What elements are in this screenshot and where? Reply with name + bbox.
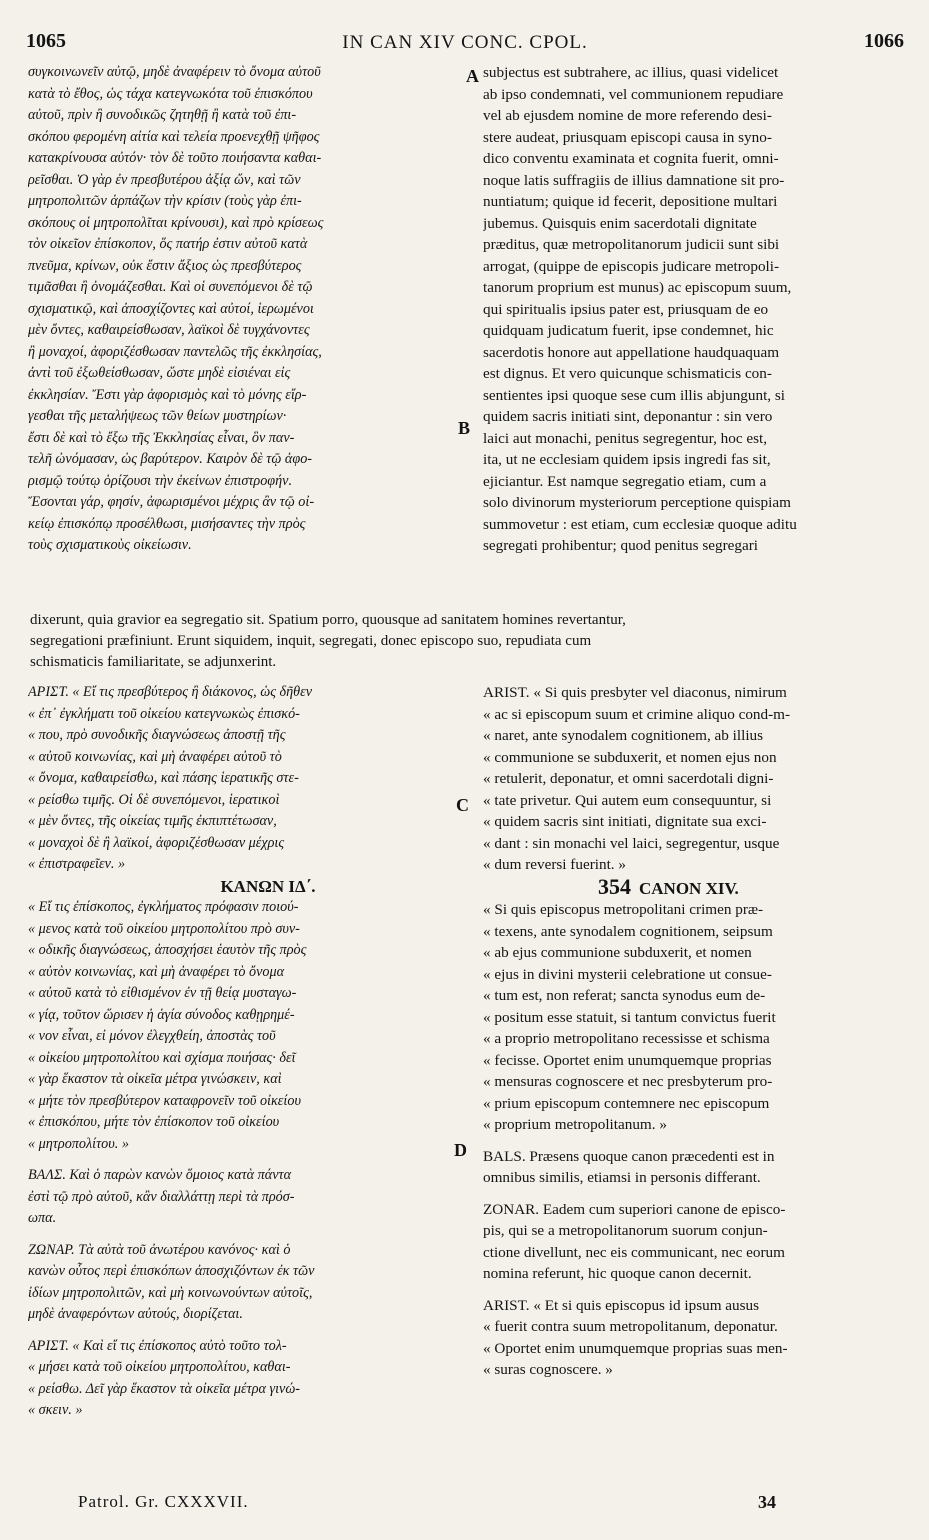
text-line: ΑΡΙΣΤ. « Καὶ εἴ τις ἐπίσκοπος αὐτὸ τοῦτο τολ- xyxy=(28,1337,287,1354)
text-line: « ἐπιστραφεῖεν. » xyxy=(28,856,126,872)
text-line: « οδικῆς διαγνώσεως, ἀποσχήσει ἑαυτὸν τῆς πρὸς xyxy=(28,942,307,958)
text-line: « ρείσθω. Δεῖ γὰρ ἕκαστον τὰ οἰκεῖα μέτρα γινώ- xyxy=(28,1380,300,1397)
margin-letter-c: C xyxy=(456,795,469,815)
text-line: est dignus. Et vero quicunque schismaticis con- xyxy=(483,365,772,382)
text-line: ARIST. « Si quis presbyter vel diaconus, nimirum xyxy=(483,684,787,701)
text-line: « Εἴ τις ἐπίσκοπος, ἐγκλήματος πρόφασιν ποιού- xyxy=(28,899,299,915)
text-line: σχισματικῷ, καὶ ἀποσχίζοντες καὶ αὐτοί, ἱερωμένοι xyxy=(28,300,314,317)
text-line: « Oportet enim unumquemque proprias suas men- xyxy=(483,1339,788,1357)
text-line: omnibus similis, etiamsi in personis differant. xyxy=(483,1169,761,1186)
text-line: κατὰ τὸ ἔθος, ὡς τάχα κατεγνωκότα τοῦ ἐπισκόπου xyxy=(28,85,313,102)
text-line: « μοναχοὶ δὲ ἢ λαϊκοί, ἀφοριζέσθωσαν μέχρις xyxy=(28,834,285,851)
text-line: quidem sacris initiati sint, deponantur : sin vero xyxy=(483,408,773,425)
text-line: « μήσει κατὰ τοῦ οἰκείου μητροπολίτου, καθαι- xyxy=(28,1359,291,1375)
canon-heading-text: CANON XIV. xyxy=(639,878,739,898)
text-line: tanorum proprium est munus) ac episcopum suum, xyxy=(483,279,792,296)
text-line: ZONAR. Eadem cum superiori canone de episco- xyxy=(483,1200,786,1218)
text-line: nuntiatum; quique id fecerit, depositione multari xyxy=(483,193,778,210)
text-line: « σκειν. » xyxy=(28,1402,83,1418)
running-header xyxy=(26,30,904,60)
text-line: « ἐπ᾽ ἐγκλήματι τοῦ οἰκείου κατεγνωκὼς ἐπισκό- xyxy=(28,705,300,722)
text-line: « a proprio metropolitano recessisse et schisma xyxy=(483,1030,770,1047)
text-line: « ac si episcopum suum et crimine aliquo cond-m- xyxy=(483,705,791,723)
text-line: quidquam judicatum fuerit, ipse condemnet, hic xyxy=(483,322,774,339)
text-line: ab ipso condemnati, vel communionem repudiare xyxy=(483,85,784,103)
text-line: « proprium metropolitanum. » xyxy=(483,1116,667,1133)
right-page-number: 1066 xyxy=(864,30,904,52)
text-line: « μενος κατὰ τοῦ οἰκείου μητροπολίτου πρὸ συν- xyxy=(28,920,300,937)
text-line: nomina referunt, hic quoque canon decernit. xyxy=(483,1265,752,1282)
margin-letter-d: D xyxy=(454,1140,467,1160)
text-line: ΑΡΙΣΤ. « Εἴ τις πρεσβύτερος ἢ διάκονος, ὡς δῆθεν xyxy=(28,684,313,700)
text-line: ρεῖσθαι. Ὁ γὰρ ἐν πρεσβυτέρου ἀξίᾳ ὤν, καὶ τῶν xyxy=(28,171,301,188)
canon-heading: ΚΑΝΩΝ ΙΔ΄. xyxy=(220,876,316,896)
text-line: ἐστὶ τῷ πρὸ αὐτοῦ, κἂν διαλλάττῃ περὶ τὰ πρόσ- xyxy=(28,1188,295,1205)
text-line: « ρείσθω τιμῆς. Οἱ δὲ συνεπόμενοι, ἱερατικοὶ xyxy=(28,791,280,808)
text-line: ἀντὶ τοῦ ἐξωθείσθωσαν, ὥστε μηδὲ εἰσιέναι εἰς xyxy=(28,365,291,381)
text-line: ejiciantur. Est namque segregatio etiam, cum a xyxy=(483,472,767,490)
text-line: ita, ut ne ecclesiam quidem ipsis ingredi fas sit, xyxy=(483,451,771,468)
running-title: IN CAN XIV CONC. CPOL. xyxy=(342,32,588,53)
signature-number: 34 xyxy=(758,1492,776,1512)
text-line: μητροπολιτῶν ἁρπάζων τὴν κρίσιν (τοὺς γὰρ ἐπι- xyxy=(28,193,302,209)
text-line: « tate privetur. Qui autem eum consequuntur, si xyxy=(483,791,772,809)
text-line: « γίᾳ, τοῦτον ὥρισεν ἡ ἁγία σύνοδος καθῃρημέ- xyxy=(28,1006,295,1023)
text-line: « mensuras cognoscere et nec presbyterum pro- xyxy=(483,1073,773,1090)
text-line: « αὐτοῦ κατὰ τὸ εἰθισμένον ἐν τῇ θείᾳ μυσταγω- xyxy=(28,985,297,1001)
text-line: præditus, quæ metropolitanorum judicii sunt sibi xyxy=(483,236,780,253)
text-line: subjectus est subtrahere, ac illius, quasi videlicet xyxy=(483,64,779,81)
text-line: « γὰρ ἕκαστον τὰ οἰκεῖα μέτρα γινώσκειν, καὶ xyxy=(28,1071,282,1087)
full-width-paragraph xyxy=(30,610,900,673)
text-line: τοὺς σχισματικοὺς οἰκείωσιν. xyxy=(28,537,192,553)
margin-letter-b: B xyxy=(458,418,471,438)
text-line: ρισμῷ τούτῳ ὁρίζουσι τὴν ἐκείνων ἐπιστροφήν. xyxy=(28,472,293,489)
greek-column-top xyxy=(28,62,471,557)
text-line: BALS. Præsens quoque canon præcedenti est in xyxy=(483,1147,775,1165)
text-line: μηδὲ ἀναφερόντων αὐτούς, διορίζεται. xyxy=(28,1306,243,1322)
text-line: stere audeat, priusquam episcopi causa in syno- xyxy=(483,128,772,146)
text-line: « retulerit, deponatur, et omni sacerdotali digni- xyxy=(483,770,774,787)
text-line: « μὲν ὄντες, τῆς οἰκείας τιμῆς ἐκπιπτέτωσαν, xyxy=(28,813,277,829)
text-line: ἔστι δὲ καὶ τὸ ἔξω τῆς Ἐκκλησίας εἶναι, ὃν παν- xyxy=(28,429,295,446)
latin-column-bottom xyxy=(483,682,893,1381)
text-line: « prium episcopum contemnere nec episcopum xyxy=(483,1094,770,1112)
text-line: noque latis suffragiis de illius damnatione sit pro- xyxy=(483,171,785,189)
text-line: « που, πρὸ συνοδικῆς διαγνώσεως ἀποστῇ τῆς xyxy=(28,727,286,743)
text-line: qui spiritualis ipsius pater est, priusquam de eo xyxy=(483,300,769,318)
text-line: « quidem sacris sint initiati, dignitate sua exci- xyxy=(483,813,767,830)
text-line: ἐκκλησίαν. Ἔστι γὰρ ἀφορισμὸς καὶ τὸ μόνης εἴρ- xyxy=(28,386,307,403)
text-line: « texens, ante synodalem cognitionem, seipsum xyxy=(483,922,773,940)
text-line: schismaticis familiaritate, se adjunxerint. xyxy=(30,654,277,670)
text-line: Ἔσονται γάρ, φησίν, ἀφωρισμένοι μέχρις ἂν τῷ οἰ- xyxy=(28,494,315,510)
patrologia-volume: Patrol. Gr. CXXXVII. xyxy=(78,1492,249,1511)
text-line: αὐτοῦ, πρὶν ἢ συνοδικῶς ζητηθῇ ἢ κατὰ τοῦ ἐπι- xyxy=(28,107,297,123)
text-line: ctione divellunt, nec eis communicant, nec eorum xyxy=(483,1243,785,1261)
text-line: laici aut monachi, penitus segregentur, hoc est, xyxy=(483,429,768,447)
text-line: « Si quis episcopus metropolitani crimen præ- xyxy=(483,901,764,918)
text-line: « suras cognoscere. » xyxy=(483,1361,613,1378)
text-line: segregati prohibentur; quod penitus segregari xyxy=(483,537,758,554)
text-line: ΒΑΛΣ. Καὶ ὁ παρὼν κανὼν ὅμοιος κατὰ πάντα xyxy=(28,1167,292,1183)
text-line: « ἐπισκόπου, μήτε τὸν ἐπίσκοπον τοῦ οἰκείου xyxy=(28,1114,280,1130)
text-line: γεσθαι τῆς μεταλήψεως τῶν θείων μυστηρίων· xyxy=(28,408,287,424)
text-line: « fecisse. Oportet enim unumquemque proprias xyxy=(483,1051,772,1069)
text-line: dixerunt, quia gravior ea segregatio sit. Spatium porro, quousque ad sanitatem homines revertantur, xyxy=(30,612,626,628)
text-line: σκόπους οἱ μητροπολῖται κρίνουσι), καὶ πρὸ κρίσεως xyxy=(28,214,324,231)
text-line: « tum est, non referat; sancta synodus eum de- xyxy=(483,987,766,1004)
greek-column-bottom xyxy=(28,682,468,1422)
left-page-number: 1065 xyxy=(26,30,66,52)
text-line: μὲν ὄντες, καθαιρείσθωσαν, λαϊκοὶ δὲ τυγχάνοντες xyxy=(28,322,310,338)
text-line: ΖΩΝΑΡ. Τὰ αὐτὰ τοῦ ἀνωτέρου κανόνος· καὶ ὁ xyxy=(28,1241,291,1258)
text-line: « dant : sin monachi vel laici, segregentur, usque xyxy=(483,834,780,852)
text-line: « νον εἶναι, εἰ μόνον ἐλεγχθείη, ἀποστὰς τοῦ xyxy=(28,1028,276,1044)
text-line: « μήτε τὸν πρεσβύτερον καταφρονεῖν τοῦ οἰκείου xyxy=(28,1092,301,1109)
text-line: « ejus in divini mysterii celebratione ut consue- xyxy=(483,965,772,983)
text-line: κατακρίνουσα αὐτόν· τὸν δὲ τοῦτο ποιήσαντα καθαι- xyxy=(28,150,322,166)
text-line: τελῆ ὠνόμασαν, ὡς βαρύτερον. Καιρὸν δὲ τῷ ἀφο- xyxy=(28,451,313,467)
text-line: « dum reversi fuerint. » xyxy=(483,856,626,873)
text-line: σκόπου φερομένη αἰτία καὶ τελεία προενεχθῇ ψῆφος xyxy=(28,128,320,145)
text-line: ARIST. « Et si quis episcopus id ipsum ausus xyxy=(483,1296,760,1314)
text-line: ἢ μοναχοί, ἀφοριζέσθωσαν παντελῶς τῆς ἐκκλησίας, xyxy=(28,343,322,360)
latin-column-top xyxy=(483,62,893,557)
text-line: τὸν οἰκεῖον ἐπίσκοπον, ὅς πατήρ ἐστιν αὐτοῦ κατὰ xyxy=(28,236,308,252)
text-line: summovetur : est etiam, cum ecclesiæ quoque aditu xyxy=(483,515,797,533)
text-line: τιμᾶσθαι ἢ ὀνομάζεσθαι. Καὶ οἱ συνεπόμενοι δὲ τῷ xyxy=(28,279,313,295)
text-line: κανὼν οὗτος περὶ ἐπισκόπων ἀποσχιζόντων ἐκ τῶν xyxy=(28,1263,315,1279)
text-line: jubemus. Quisquis enim sacerdotali dignitate xyxy=(483,214,757,232)
text-line: solo divinorum mysteriorum perceptione quispiam xyxy=(483,494,791,511)
text-line: « μητροπολίτου. » xyxy=(28,1135,129,1152)
text-line: κείῳ ἐπισκόπῳ προσέλθωσι, μισήσαντες τὴν πρὸς xyxy=(28,515,306,532)
canon-heading xyxy=(483,876,893,900)
text-line: « οἰκείου μητροπολίτου καὶ σχίσμα ποιήσας· δεῖ xyxy=(28,1049,296,1066)
margin-letter-a: A xyxy=(466,66,479,86)
text-line: « fuerit contra suum metropolitanum, deponatur. xyxy=(483,1318,778,1335)
text-line: ωπα. xyxy=(28,1210,57,1226)
text-line: πνεῦμα, κρίνων, οὐκ ἔστιν ἄξιος ὡς πρεσβύτερος xyxy=(28,257,302,274)
text-line: « positum esse statuit, si tantum convictus fuerit xyxy=(483,1008,776,1026)
text-line: dico conventu examinata et cognita fuerit, omni- xyxy=(483,150,779,167)
text-line: « communione se subduxerit, et nomen ejus non xyxy=(483,748,777,766)
text-line: « αὐτὸν κοινωνίας, καὶ μὴ ἀναφέρει τὸ ὄνομα xyxy=(28,963,285,980)
text-line: arrogat, (quippe de episcopis judicare metropoli- xyxy=(483,257,780,275)
text-line: « naret, ante synodalem cognitionem, ab illius xyxy=(483,727,764,744)
text-line: « ab ejus communione subduxerit, et nomen xyxy=(483,944,752,961)
text-line: συγκοινωνεῖν αὐτῷ, μηδὲ ἀναφέρειν τὸ ὄνομα αὐτοῦ xyxy=(28,64,321,80)
text-line: sacerdotis honore aut appellatione haudquaquam xyxy=(483,343,780,361)
canon-number: 354 xyxy=(598,875,631,899)
text-line: « αὐτοῦ κοινωνίας, καὶ μὴ ἀναφέρει αὐτοῦ τὸ xyxy=(28,748,282,765)
text-line: « ὄνομα, καθαιρείσθω, καὶ πάσης ἱερατικῆς στε- xyxy=(28,770,299,786)
text-line: sentientes ipsi quoque sese cum illis abjungunt, si xyxy=(483,386,786,404)
text-line: ἰδίων μητροπολιτῶν, καὶ μὴ κοινωνούντων αὐτοῖς, xyxy=(28,1284,313,1301)
text-line: pis, qui se a metropolitanorum suorum conjun- xyxy=(483,1222,768,1239)
text-line: vel ab ejusdem nomine de more referendo desi- xyxy=(483,107,772,124)
page-footer xyxy=(26,1492,904,1522)
text-line: segregationi præfiniunt. Erunt siquidem, inquit, segregati, donec episcopo suo, repudiata cum xyxy=(30,633,592,649)
